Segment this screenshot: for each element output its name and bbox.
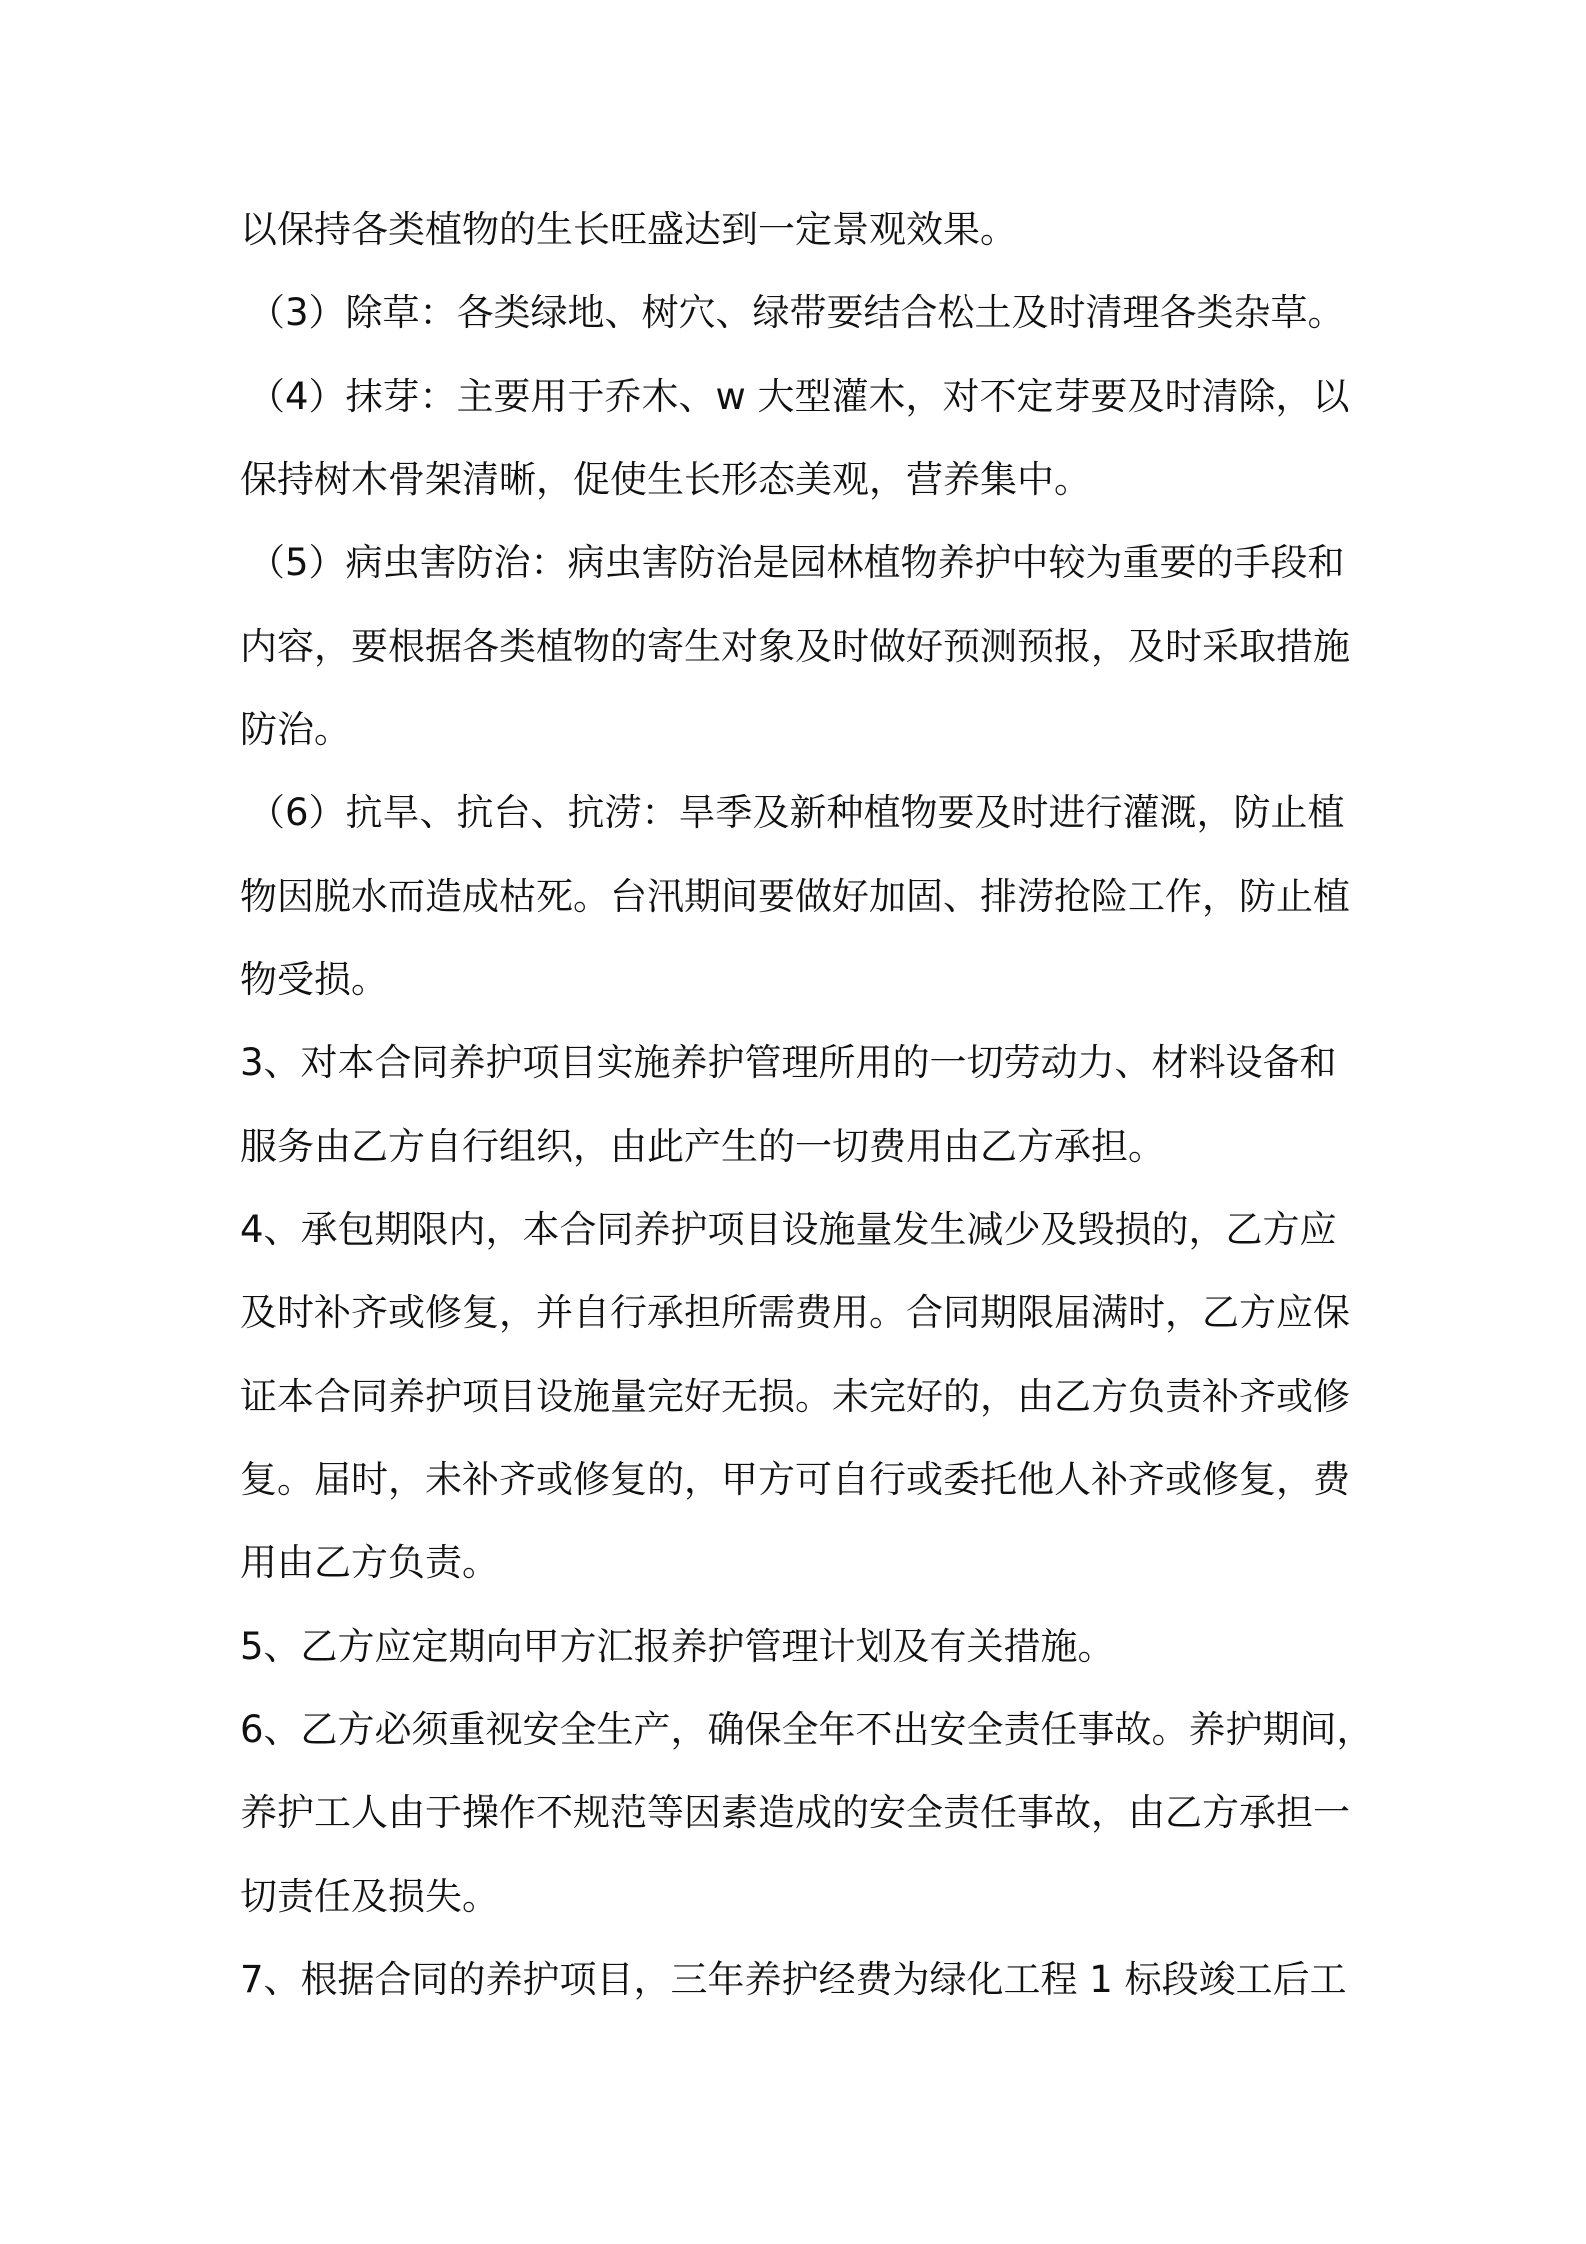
text-line: 用由乙方负责。 [240, 1541, 499, 1584]
text-line: 防治。 [240, 708, 351, 751]
text-line: 6、乙方必须重视安全生产，确保全年不出安全责任事故。养护期间， [240, 1708, 1374, 1751]
text-line: 切责任及损失。 [240, 1875, 499, 1918]
text-line: （4）抹芽：主要用于乔木、w 大型灌木，对不定芽要及时清除，以 [248, 375, 1350, 418]
text-line: 3、对本合同养护项目实施养护管理所用的一切劳动力、材料设备和 [240, 1041, 1337, 1084]
text-line: 复。届时，未补齐或修复的，甲方可自行或委托他人补齐或修复，费 [240, 1458, 1350, 1501]
text-line: 及时补齐或修复，并自行承担所需费用。合同期限届满时，乙方应保 [240, 1291, 1350, 1334]
text-line: 证本合同养护项目设施量完好无损。未完好的，由乙方负责补齐或修 [240, 1375, 1350, 1418]
text-line: 5、乙方应定期向甲方汇报养护管理计划及有关措施。 [240, 1625, 1115, 1668]
text-line: 7、根据合同的养护项目，三年养护经费为绿化工程 1 标段竣工后工 [240, 1958, 1347, 2001]
text-line: 物受损。 [240, 958, 388, 1001]
text-line: 4、承包期限内，本合同养护项目设施量发生减少及毁损的，乙方应 [240, 1208, 1337, 1251]
text-line: 内容，要根据各类植物的寄生对象及时做好预测预报，及时采取措施 [240, 625, 1350, 668]
text-line: 服务由乙方自行组织，由此产生的一切费用由乙方承担。 [240, 1125, 1165, 1168]
text-line: 物因脱水而造成枯死。台汛期间要做好加固、排涝抢险工作，防止植 [240, 875, 1350, 918]
text-line: （3）除草：各类绿地、树穴、绿带要结合松土及时清理各类杂草。 [248, 291, 1345, 334]
text-line: （6）抗旱、抗台、抗涝：旱季及新种植物要及时进行灌溉，防止植 [248, 791, 1345, 834]
text-line: 保持树木骨架清晰，促使生长形态美观，营养集中。 [240, 458, 1091, 501]
text-line: 以保持各类植物的生长旺盛达到一定景观效果。 [240, 208, 1017, 251]
text-line: （5）病虫害防治：病虫害防治是园林植物养护中较为重要的手段和 [248, 541, 1345, 584]
text-line: 养护工人由于操作不规范等因素造成的安全责任事故，由乙方承担一 [240, 1791, 1350, 1834]
